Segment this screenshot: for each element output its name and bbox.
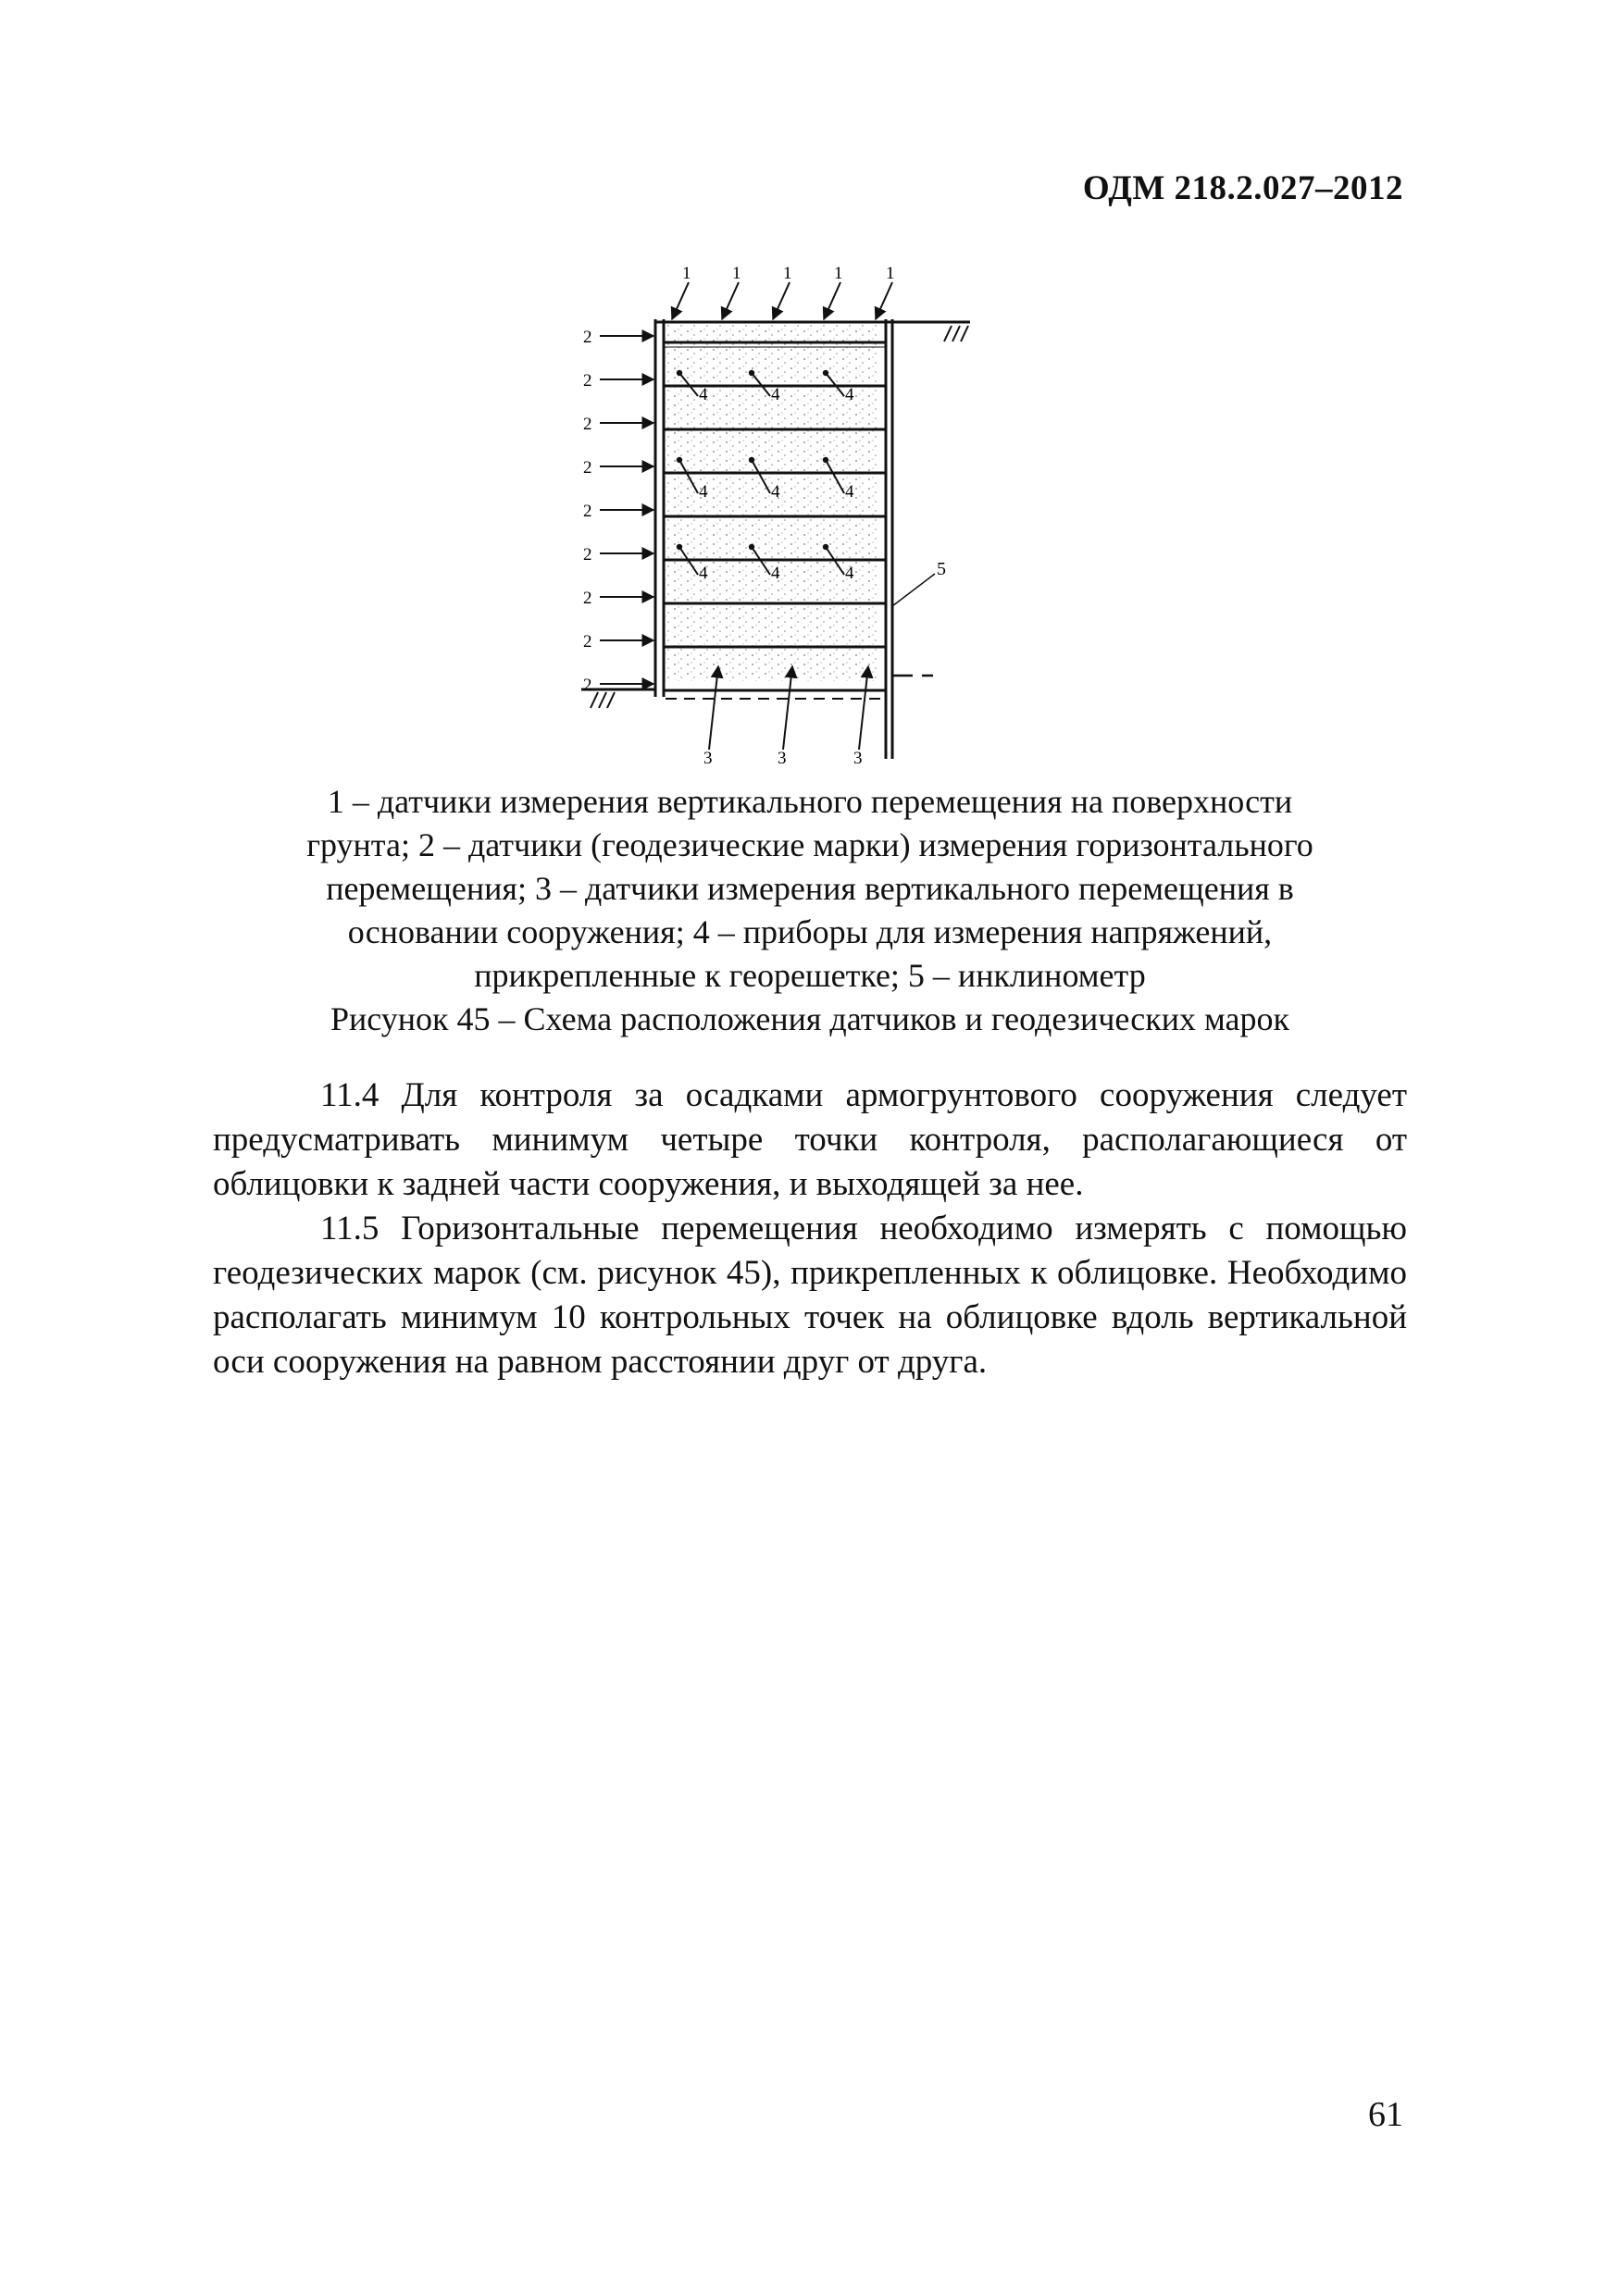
legend-line: грунта; 2 – датчики (геодезические марки) измерения горизонтального bbox=[306, 826, 1313, 863]
ground-hatch-left bbox=[591, 692, 615, 708]
stress-gauge-label: 4 bbox=[845, 564, 854, 583]
horizontal-marker-label: 2 bbox=[583, 545, 592, 565]
surface-sensor-label: 1 bbox=[886, 264, 895, 283]
stress-gauge-label: 4 bbox=[845, 482, 854, 502]
body-text bbox=[213, 1074, 1407, 1384]
horizontal-markers bbox=[583, 328, 653, 695]
legend-line: 1 – датчики измерения вертикального перемещения на поверхности bbox=[327, 783, 1293, 820]
surface-sensor-arrow bbox=[773, 282, 790, 319]
stress-gauge-label: 4 bbox=[699, 482, 708, 502]
reinforced-soil-fill bbox=[666, 322, 880, 681]
surface-sensor-label: 1 bbox=[783, 264, 792, 283]
surface-sensor-label: 1 bbox=[834, 264, 843, 283]
surface-sensors bbox=[672, 264, 895, 319]
ground-hatch-right bbox=[944, 326, 968, 341]
surface-sensor-arrow bbox=[876, 282, 892, 319]
page-number: 61 bbox=[1368, 2095, 1403, 2134]
stress-gauge-label: 4 bbox=[845, 385, 854, 404]
stress-gauge-label: 4 bbox=[699, 564, 708, 583]
surface-sensor-arrow bbox=[672, 282, 689, 319]
inclinometer-label: 5 bbox=[937, 559, 946, 579]
figure-45-diagram bbox=[581, 254, 1016, 773]
horizontal-marker-label: 2 bbox=[583, 458, 592, 478]
stress-gauge-label: 4 bbox=[771, 482, 780, 502]
surface-sensor-label: 1 bbox=[682, 264, 691, 283]
horizontal-marker-label: 2 bbox=[583, 328, 592, 347]
surface-sensor-arrow bbox=[722, 282, 739, 319]
stress-gauge-label: 4 bbox=[771, 385, 780, 404]
base-sensors bbox=[703, 666, 868, 768]
legend-line: основании сооружения; 4 – приборы для измерения напряжений, bbox=[347, 913, 1273, 950]
horizontal-marker-label: 2 bbox=[583, 415, 592, 434]
paragraph-11-5: 11.5 Горизонтальные перемещения необходимо измерять с помощью геодезических марок (см. рисунок 45), прикрепленных к облицовке. Необходимо располагать минимум 10 контрольных точек на облицовке вдоль вертикальной оси сооружения на равном расстоянии друг от друга. bbox=[213, 1210, 1407, 1381]
stress-gauge-label: 4 bbox=[771, 564, 780, 583]
inclinometer-leader bbox=[892, 574, 935, 606]
legend-line: перемещения; 3 – датчики измерения вертикального перемещения в bbox=[326, 870, 1294, 907]
horizontal-marker-label: 2 bbox=[583, 589, 592, 608]
document-code: ОДМ 218.2.027–2012 bbox=[1082, 169, 1403, 207]
base-sensor-label: 3 bbox=[853, 749, 863, 768]
horizontal-marker-label: 2 bbox=[583, 502, 592, 521]
horizontal-marker-label: 2 bbox=[583, 632, 592, 652]
surface-sensor-arrow bbox=[824, 282, 840, 319]
legend-line: прикрепленные к георешетке; 5 – инклинометр bbox=[474, 957, 1146, 994]
paragraph-11-4: 11.4 Для контроля за осадками армогрунтового сооружения следует предусматривать минимум четыре точки контроля, располагающиеся от облицовки к задней части сооружения, и выходящей за нее. bbox=[213, 1076, 1407, 1203]
horizontal-marker-label: 2 bbox=[583, 371, 592, 391]
stress-gauge-label: 4 bbox=[699, 385, 708, 404]
sensor-layout-diagram bbox=[581, 254, 1016, 773]
surface-sensor-label: 1 bbox=[732, 264, 741, 283]
horizontal-marker-label: 2 bbox=[583, 676, 592, 695]
figure-legend bbox=[213, 780, 1407, 1041]
figure-caption: Рисунок 45 – Схема расположения датчиков и геодезических марок bbox=[330, 1000, 1289, 1037]
base-sensor-label: 3 bbox=[703, 749, 713, 768]
base-sensor-label: 3 bbox=[778, 749, 787, 768]
